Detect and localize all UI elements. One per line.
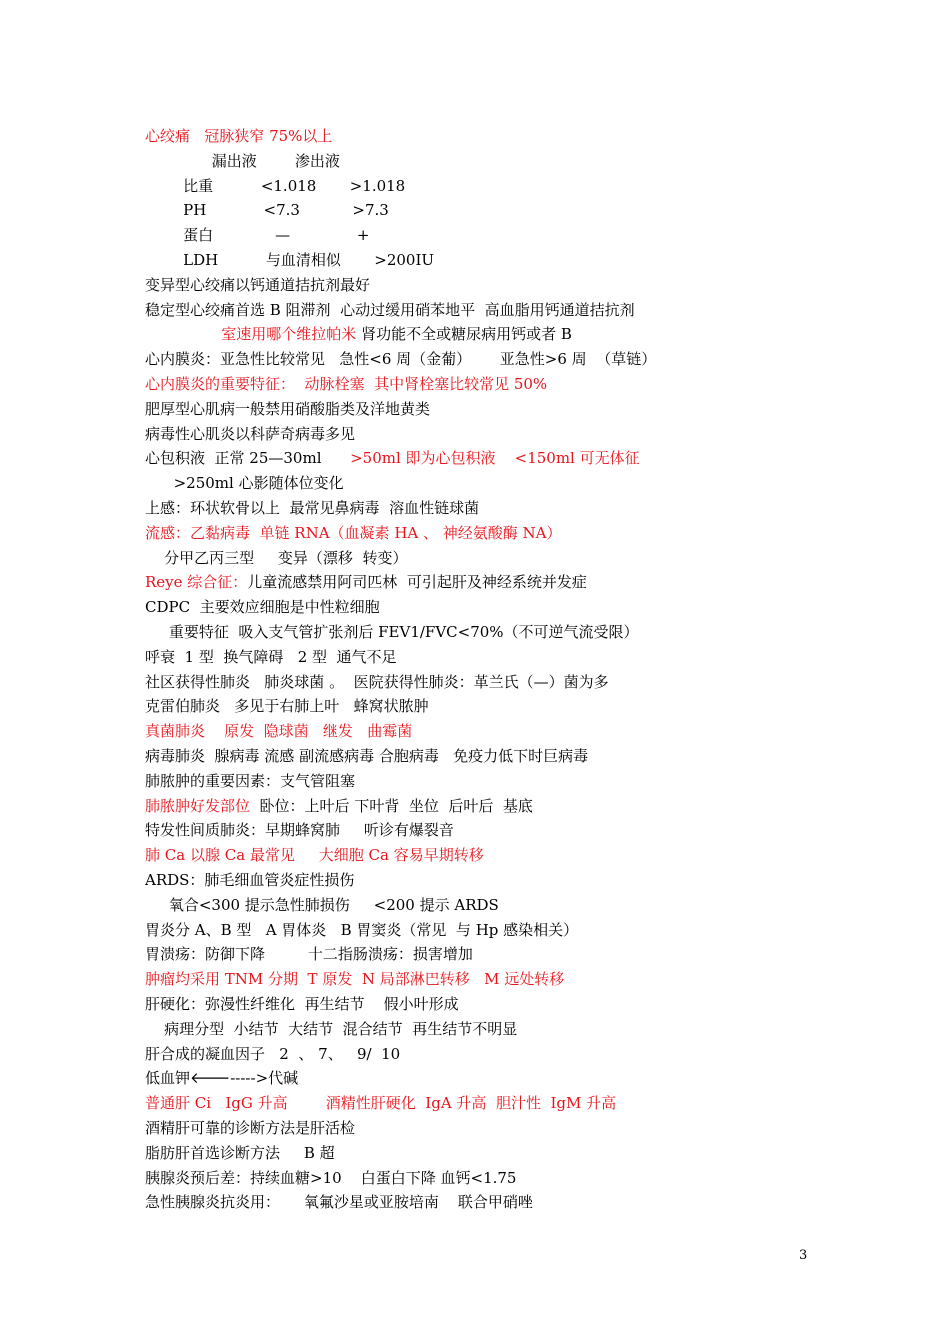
text-segment: 心内膜炎：亚急性比较常见 急性<6 周（金葡） 亚急性>6 周 （草链） [145,350,657,369]
text-segment: 呼衰 1 型 换气障碍 2 型 通气不足 [145,647,397,666]
text-line [145,198,389,222]
text-line [145,1017,517,1041]
text-line [145,967,564,991]
text-segment: 特发性间质肺炎：早期蜂窝肺 听诊有爆裂音 [145,821,454,840]
highlighted-text: Reye 综合征： [145,573,248,592]
text-segment: 稳定型心绞痛首选 B 阻滞剂 心动过缓用硝苯地平 高血脂用钙通道拮抗剂 [145,300,635,319]
highlighted-text: 肿瘤均采用 TNM 分期 T 原发 N 局部淋巴转移 M 远处转移 [145,970,565,989]
text-line [145,918,578,942]
text-line [145,694,429,718]
text-segment: 肥厚型心肌病一般禁用硝酸脂类及洋地黄类 [145,399,431,418]
text-segment: 蛋白 — + [145,226,370,245]
text-segment: 上感：环状软骨以上 最常见鼻病毒 溶血性链球菌 [145,499,480,517]
text-segment: 漏出液 渗出液 [145,151,340,170]
text-line [145,1116,355,1140]
text-segment: 病毒肺炎 腺病毒 流感 副流感病毒 合胞病毒 免疫力低下时巨病毒 [145,747,589,765]
text-line [145,521,562,545]
text-line [145,942,473,966]
text-line [145,124,332,148]
text-line [145,446,640,470]
text-line [145,1042,400,1066]
text-segment: LDH 与血清相似 >200IU [145,251,435,269]
text-segment: CDPC 主要效应细胞是中性粒细胞 [145,598,380,617]
text-line [145,273,370,297]
text-segment: 胃炎分 A、B 型 A 胃体炎 B 胃窦炎（常见 与 Hp 感染相关） [145,920,579,939]
text-line [145,1166,516,1190]
highlighted-text: >50ml 即为心包积液 <150ml 可无体征 [350,449,640,468]
text-segment: ARDS：肺毛细血管炎症性损伤 [145,871,355,889]
text-line [145,645,397,669]
text-line [145,347,656,371]
text-segment: 克雷伯肺炎 多见于右肺上叶 蜂窝状脓肿 [145,697,429,716]
text-line [145,372,547,396]
text-line [145,719,412,743]
text-segment: 胃溃疡：防御下降 十二指肠溃疡：损害增加 [145,945,473,964]
text-line [145,843,484,867]
text-line [145,422,355,446]
text-segment: 肝硬化：弥漫性纤维化 再生结节 假小叶形成 [145,995,459,1013]
highlighted-text: 普通肝 Ci IgG 升高 酒精性肝硬化 IgA 升高 胆汁性 IgM 升高 [145,1094,617,1113]
highlighted-text: 真菌肺炎 原发 隐球菌 继发 曲霉菌 [145,722,413,741]
text-line [145,1141,335,1165]
text-line [145,744,588,768]
highlighted-text: 心绞痛 冠脉狭窄 75%以上 [145,127,333,145]
text-line [145,174,405,198]
highlighted-text: 心内膜炎的重要特征： 动脉栓塞 其中肾栓塞比较常见 50% [145,375,548,393]
text-segment: 病毒性心肌炎以科萨奇病毒多见 [145,424,356,443]
text-segment: 胰腺炎预后差：持续血糖>10 白蛋白下降 血钙<1.75 [145,1168,517,1187]
text-line [145,794,533,818]
text-segment: 肾功能不全或糖尿病用钙或者 B [356,325,572,344]
text-segment: 肺脓肿的重要因素：支气管阻塞 [145,771,356,790]
page-number: 3 [799,1248,808,1263]
text-segment: 比重 <1.018 >1.018 [145,176,406,195]
text-line [145,397,430,421]
text-line [145,223,369,247]
text-segment: 重要特征 吸入支气管扩张剂后 FEV1/FVC<70%（不可逆气流受限） [145,623,639,641]
highlighted-text: 肺脓肿好发部位 [145,796,251,815]
highlighted-text: 室速用哪个维拉帕米 [145,325,357,344]
text-line [145,546,407,570]
text-segment: 儿童流感禁用阿司匹林 可引起肝及神经系统并发症 [247,573,587,592]
text-segment: 分甲乙丙三型 变异（漂移 转变） [145,548,408,567]
highlighted-text: 流感：乙黏病毒 单链 RNA（血凝素 HA 、 神经氨酸酶 NA） [145,523,562,542]
text-segment: 变异型心绞痛以钙通道拮抗剂最好 [145,275,371,294]
text-line [145,1190,533,1214]
text-segment: 病理分型 小结节 大结节 混合结节 再生结节不明显 [145,1019,518,1038]
text-line [145,298,635,322]
text-line [145,248,434,272]
text-segment: 氧合<300 提示急性肺损伤 <200 提示 ARDS [145,895,499,914]
text-segment: PH <7.3 >7.3 [145,201,389,220]
text-segment: 低血钾🡐----->代碱 [145,1069,299,1088]
text-segment: 脂肪肝首选诊断方法 B 超 [145,1143,335,1162]
text-segment: 肝合成的凝血因子 2 、 7、 9/ 10 [145,1044,401,1063]
text-segment: 急性胰腺炎抗炎用： 氧氟沙星或亚胺培南 联合甲硝唑 [145,1193,533,1212]
text-line [145,620,639,644]
text-line [145,992,459,1016]
text-line [145,893,499,917]
text-line [145,1091,616,1115]
text-line [145,868,354,892]
text-segment: 酒精肝可靠的诊断方法是肝活检 [145,1119,356,1137]
text-segment: 卧位：上叶后 下叶背 坐位 后叶后 基底 [250,796,533,815]
text-line [145,149,340,173]
text-segment: 社区获得性肺炎 肺炎球菌 。 医院获得性肺炎：革兰氏（—）菌为多 [145,672,609,691]
text-line [145,1066,298,1090]
text-line [145,769,355,793]
text-segment: 心包积液 正常 25—30ml [145,449,351,468]
text-line [145,496,479,520]
text-line [145,471,344,495]
text-segment: >250ml 心影随体位变化 [145,474,344,493]
text-line [145,570,587,594]
text-line [145,595,380,619]
highlighted-text: 肺 Ca 以腺 Ca 最常见 大细胞 Ca 容易早期转移 [145,846,484,865]
text-line [145,670,609,694]
text-line [145,818,454,842]
text-line [145,322,572,346]
